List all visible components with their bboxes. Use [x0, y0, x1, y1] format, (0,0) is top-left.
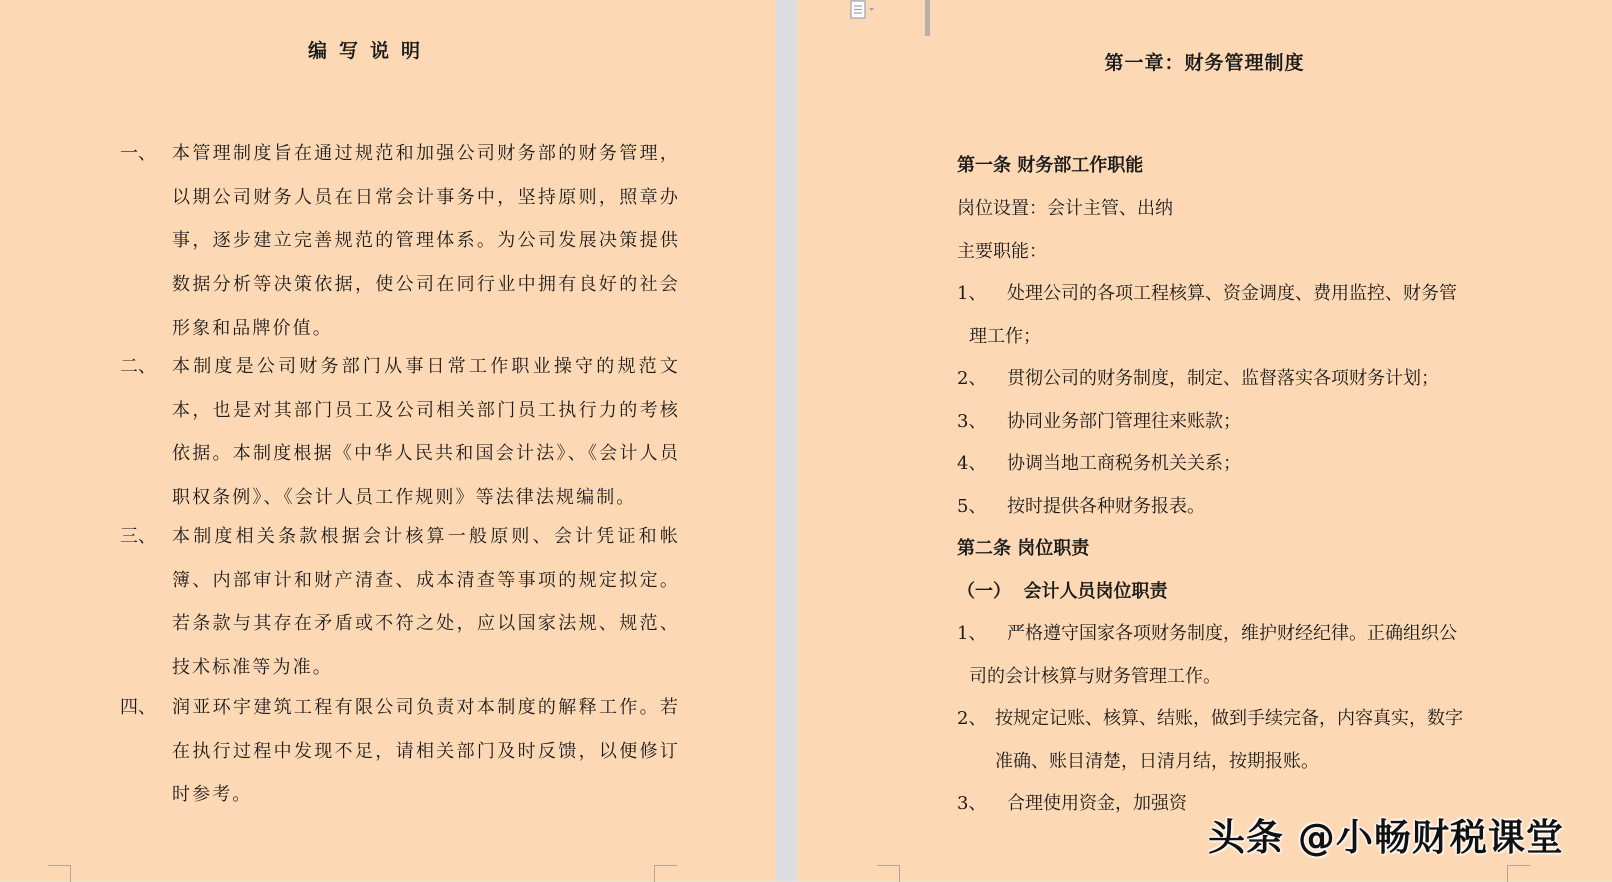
list-item	[957, 697, 1463, 741]
item-number: 3、	[957, 411, 987, 432]
list-item	[957, 782, 1187, 826]
item-text: 贯彻公司的财务制度，制定、监督落实各项财务计划；	[1007, 368, 1439, 389]
right-page	[797, 0, 1612, 881]
list-item	[957, 612, 1457, 656]
page-corner-mark	[877, 865, 900, 882]
article-heading: 第一条 财务部工作职能	[957, 155, 1144, 176]
item-text: 本制度是公司财务部门从事日常工作职业操守的规范文本，也是对其部门员工及公司相关部门员工执行力的考核依据。本制度根据《中华人民共和国会计法》、《会计人员职权条例》、《会计人员工作规则》等法律法规编制。	[172, 356, 680, 509]
article-heading: 第二条 岗位职责	[957, 538, 1090, 559]
item-number: 四、	[120, 697, 156, 718]
item-text: 本制度相关条款根据会计核算一般原则、会计凭证和帐簿、内部审计和财产清查、成本清查等事项的规定拟定。若条款与其存在矛盾或不符之处，应以国家法规、规范、技术标准等为准。	[172, 526, 680, 679]
page-title: 编写说明	[307, 40, 432, 62]
item-text: 协同业务部门管理往来账款；	[1007, 411, 1241, 432]
item-text: 合理使用资金，加强资	[1007, 793, 1187, 814]
item-text: 处理公司的各项工程核算、资金调度、费用监控、财务管	[1007, 283, 1457, 304]
item-number: 二、	[120, 356, 156, 377]
list-item	[120, 515, 680, 690]
item-text: 按时提供各种财务报表。	[1007, 496, 1205, 517]
list-item	[120, 132, 680, 351]
page-corner-mark	[1507, 865, 1530, 882]
list-item	[957, 400, 1241, 444]
item-number: 1、	[957, 283, 987, 304]
list-item	[120, 345, 680, 520]
item-number: 3、	[957, 793, 987, 814]
scroll-marker	[925, 0, 930, 36]
page-gap	[776, 0, 797, 881]
list-item	[957, 357, 1439, 401]
item-number: 一、	[120, 143, 156, 164]
item-number: 4、	[957, 453, 987, 474]
document-icon[interactable]	[850, 0, 880, 18]
item-continuation: 准确、账目清楚，日清月结，按期报账。	[995, 751, 1319, 772]
left-page	[0, 0, 776, 881]
section-heading: （一） 会计人员岗位职责	[957, 581, 1168, 602]
item-text: 协调当地工商税务机关关系；	[1007, 453, 1241, 474]
list-item	[957, 485, 1205, 529]
page-corner-mark	[654, 865, 677, 882]
item-number: 5、	[957, 496, 987, 517]
item-text: 本管理制度旨在通过规范和加强公司财务部的财务管理，以期公司财务人员在日常会计事务中，坚持原则，照章办事，逐步建立完善规范的管理体系。为公司发展决策提供数据分析等决策依据，使公司在同行业中拥有良好的社会形象和品牌价值。	[172, 143, 680, 339]
item-text: 按规定记账、核算、结账，做到手续完备，内容真实，数字	[995, 708, 1463, 729]
item-text: 润亚环宇建筑工程有限公司负责对本制度的解释工作。若在执行过程中发现不足，请相关部门及时反馈，以便修订时参考。	[172, 697, 680, 806]
chapter-title: 第一章：财务管理制度	[1104, 52, 1305, 74]
page-corner-mark	[48, 865, 71, 882]
item-number: 2、	[957, 708, 987, 729]
list-item	[120, 686, 680, 817]
item-number: 三、	[120, 526, 156, 547]
item-continuation: 司的会计核算与财务管理工作。	[969, 666, 1221, 687]
list-item	[957, 272, 1457, 316]
posts-line: 岗位设置：会计主管、出纳	[957, 198, 1173, 219]
item-number: 2、	[957, 368, 987, 389]
watermark: 头条 @小畅财税课堂	[1208, 816, 1564, 859]
item-number: 1、	[957, 623, 987, 644]
duties-label: 主要职能：	[957, 241, 1047, 262]
item-continuation: 理工作；	[969, 326, 1041, 347]
list-item	[957, 442, 1241, 486]
item-text: 严格遵守国家各项财务制度，维护财经纪律。正确组织公	[1007, 623, 1457, 644]
